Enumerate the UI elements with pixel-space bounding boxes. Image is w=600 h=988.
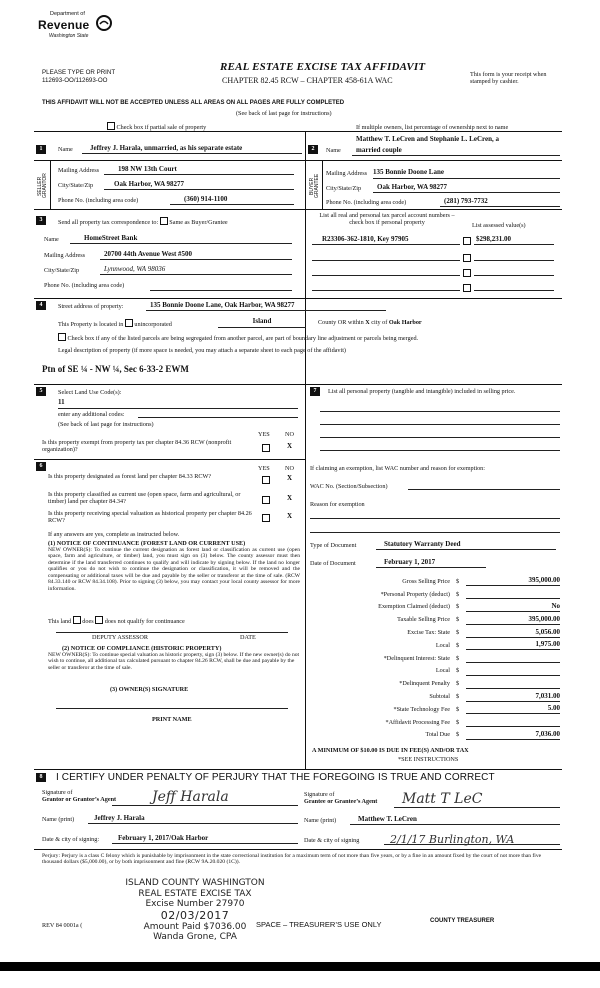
grantee-name-field[interactable]: Matthew T. LeCren (350, 815, 560, 825)
buyer-mail-label: Mailing Address (326, 170, 368, 177)
corr-name-label: Name (44, 236, 59, 243)
rule-center-lower (305, 384, 306, 769)
section-8-number: 8 (36, 773, 46, 782)
tax-row (310, 716, 560, 729)
tax-row-value[interactable]: 7,036.00 (466, 730, 560, 740)
grantor-sig-label-2: Grantor or Grantor’s Agent (42, 796, 117, 803)
corr-mail-label: Mailing Address (44, 252, 86, 259)
seller-city-field[interactable]: Oak Harbor, WA 98277 (104, 180, 294, 190)
seller-phone-field[interactable]: (360) 914-1100 (170, 195, 294, 205)
please-type: PLEASE TYPE OR PRINT (42, 69, 116, 76)
tax-row (310, 601, 560, 614)
assessed-2-field[interactable] (474, 252, 554, 261)
grantor-signature: Jeff Harala (152, 789, 229, 805)
personal-property-line-1[interactable] (320, 405, 560, 412)
additional-codes-label: enter any additional codes: (58, 411, 125, 418)
tax-row-value[interactable] (466, 589, 560, 599)
section-1-number: 1 (36, 145, 46, 154)
forest-no-mark[interactable]: X (287, 474, 293, 482)
notice1-text: NEW OWNER(S): To continue the current designation as forest land or classification as current use (open space, farm and agriculture, or timber) land, you must sign on (3) below. The county assessor must then determine if the land transferred continues to qualify and will indicate by signing below. If the land no longer qualifies or you do not wish to continue the designation or classification, it will be removed and the compensating or additional taxes will be due and payable by the seller or transferor at the time of sale. (RCW 84.33.140 or RCW 84.34.108). Prior to signing (3) below, you may contact your local county assessor for more information. (48, 547, 300, 592)
seller-city-label: City/State/Zip (58, 182, 94, 189)
buyer-name-label: Name (326, 147, 341, 154)
send-correspondence (58, 217, 228, 226)
doc-date-field[interactable]: February 1, 2017 (376, 558, 486, 568)
does-checkbox[interactable] (73, 616, 81, 624)
tax-row-label: Excise Tax: State (407, 629, 450, 637)
send-correspondence-label: Send all property tax correspondence to: (58, 219, 159, 226)
rule-sec6 (34, 459, 305, 460)
does-not-checkbox[interactable] (95, 616, 103, 624)
historic-question: Is this property receiving special valuation as historical property per chapter 84.26 RCW? (48, 510, 252, 525)
rule-top (34, 131, 562, 132)
grantee-signature: Matt T LeC (402, 791, 483, 807)
parcel-4-field[interactable] (312, 282, 460, 291)
parcel-4-checkbox[interactable] (463, 284, 471, 292)
parcel-3-field[interactable] (312, 267, 460, 276)
county-field[interactable]: Island (218, 317, 306, 328)
dollar-sign: $ (456, 693, 460, 700)
form-chapter: CHAPTER 82.45 RCW – CHAPTER 458-61A WAC (222, 76, 393, 85)
dollar-sign: $ (456, 590, 460, 598)
section-4-number: 4 (36, 301, 46, 310)
city-of-label: city of (371, 319, 388, 326)
grantee-date-handwritten: 2/1/17 Burlington, WA (390, 833, 515, 846)
dollar-sign: $ (456, 641, 460, 649)
tax-table (310, 575, 560, 741)
historic-no-mark[interactable]: X (287, 512, 293, 520)
stamp-treasurer: Wanda Grone, CPA (153, 932, 237, 942)
tax-row-value[interactable]: 7,031.00 (466, 692, 560, 702)
legal-description[interactable]: Ptn of SE ¼ - NW ¼, Sec 6-33-2 EWM (42, 364, 189, 374)
assessed-1-field[interactable]: $298,231.00 (474, 235, 554, 245)
dollar-sign: $ (456, 616, 460, 624)
logo-line2: Revenue (38, 18, 90, 32)
s6-no-header: NO (285, 465, 294, 472)
tax-row-label: *Affidavit Processing Fee (385, 718, 450, 726)
tax-row-value[interactable]: 5,056.00 (466, 628, 560, 638)
tax-row-label: Local (435, 641, 450, 649)
located-label: This Property is located in (58, 321, 124, 328)
stamp-amount: Amount Paid $7036.00 (143, 921, 247, 932)
tax-row-label: Exemption Claimed (deduct) (378, 603, 450, 611)
tax-row-value[interactable]: 395,000.00 (466, 615, 560, 625)
street-field[interactable]: 135 Bonnie Doone Lane, Oak Harbor, WA 98277 (146, 301, 386, 311)
same-as-buyer-checkbox[interactable] (160, 217, 168, 225)
grantee-name-label: Name (print) (304, 817, 337, 824)
exempt-yes-checkbox[interactable] (262, 444, 270, 452)
seller-name-field[interactable]: Jeffrey J. Harala, unmarried, as his separate estate (82, 144, 302, 154)
logo-line1: Department of (50, 11, 85, 17)
personal-property-label: List all personal property (tangible and intangible) included in selling price. (328, 388, 516, 395)
county-or-row (318, 319, 422, 326)
s5-yes-header: YES (258, 431, 270, 438)
reason-line-2[interactable] (310, 526, 560, 533)
dollar-sign: $ (456, 680, 460, 688)
dor-logo (36, 11, 116, 51)
parcel-1-field[interactable]: R23306-362-1810, Key 97905 (312, 235, 460, 245)
grantor-date-field[interactable]: February 1, 2017/Oak Harbor (112, 834, 298, 844)
grantor-sig-label-1: Signature of (42, 789, 73, 796)
tax-row-value[interactable]: 5.00 (466, 704, 560, 714)
doc-date-label: Date of Document (310, 560, 356, 567)
buyer-city-label: City/State/Zip (326, 185, 362, 192)
exemption-label: If claiming an exemption, list WAC number and reason for exemption: (310, 465, 485, 472)
tax-row-value[interactable]: No (466, 602, 560, 612)
minimum-due-note: A MINIMUM OF $10.00 IS DUE IN FEE(S) AND/OR TAX (312, 747, 469, 754)
tax-row (310, 703, 560, 716)
tax-row (310, 575, 560, 588)
tax-row (310, 652, 560, 665)
notice2-text: NEW OWNER(S): To continue special valuation as historic property, sign (3) below. If the new owner(s) do not wish to continue, all additional tax calculated pursuant to chapter 84.26 RCW, shall be due and payable by the seller or transferor at the time of sale. (48, 652, 300, 671)
assessed-header: List assessed value(s) (472, 222, 526, 229)
located-row (58, 319, 172, 328)
unincorporated-label: unincorporated (134, 321, 172, 328)
grantee-signature-field[interactable] (394, 790, 560, 808)
dollar-sign: $ (456, 718, 460, 726)
reason-line-1[interactable] (310, 512, 560, 519)
unincorporated-checkbox[interactable] (125, 319, 133, 327)
dollar-sign: $ (456, 654, 460, 662)
dollar-sign: $ (456, 667, 460, 675)
partial-sale-row (107, 122, 206, 131)
s6-yes-header: YES (258, 465, 270, 472)
seller-name-label: Name (58, 146, 73, 153)
receipt-note: This form is your receipt when stamped by cashier. (470, 71, 547, 86)
exempt-question: Is this property exempt from property tax per chapter 84.36 RCW (nonprofit organization)? (42, 439, 232, 454)
reason-label: Reason for exemption (310, 501, 365, 508)
buyer-name-rule (305, 160, 562, 161)
deputy-assessor-label: DEPUTY ASSESSOR (92, 634, 148, 641)
parcel-2-checkbox[interactable] (463, 254, 471, 262)
partial-sale-checkbox[interactable] (107, 122, 115, 130)
tax-row-value[interactable] (466, 679, 560, 689)
personal-property-line-3[interactable] (320, 431, 560, 438)
buyer-phone-label: Phone No. (including area code) (326, 199, 407, 206)
dollar-sign: $ (456, 705, 460, 713)
corr-mail-field[interactable]: 20700 44th Avenue West #500 (100, 250, 292, 260)
buyer-side-label: BUYER GRANTEE (309, 173, 320, 199)
seller-name-rule (34, 160, 305, 161)
forest-yes-checkbox[interactable] (262, 476, 270, 484)
assessed-4-field[interactable] (474, 282, 554, 291)
tax-row-label: *Personal Property (deduct) (380, 590, 450, 598)
tax-row-value[interactable]: 395,000.00 (466, 576, 560, 586)
tax-row (310, 639, 560, 652)
rule-sec3 (34, 209, 562, 210)
dollar-sign: $ (456, 577, 460, 585)
certify-statement: I CERTIFY UNDER PENALTY OF PERJURY THAT THE FOREGOING IS TRUE AND CORRECT (56, 772, 495, 783)
tax-row-value[interactable] (466, 653, 560, 663)
segregated-label: Check box if any of the listed parcels are being segregated from another parcel, are part of boundary line adjustment or parcels being merged. (67, 335, 419, 342)
doc-type-label: Type of Document (310, 542, 357, 549)
tax-row (310, 690, 560, 703)
grantor-signature-field[interactable] (112, 788, 298, 806)
seller-side-rule (50, 160, 51, 209)
notice1-title: (1) NOTICE OF CONTINUANCE (FOREST LAND OR CURRENT USE) (48, 540, 246, 547)
see-instructions-note: *SEE INSTRUCTIONS (398, 756, 459, 763)
logo-line3: Washington State (49, 33, 89, 39)
buyer-mail-field[interactable]: 135 Bonnie Doone Lane (373, 168, 560, 179)
personal-property-line-4[interactable] (320, 444, 560, 451)
dollar-sign: $ (456, 603, 460, 611)
seller-mail-label: Mailing Address (58, 167, 100, 174)
legal-label: Legal description of property (if more space is needed, you may attach a separate sheet to each page of the affidavit) (58, 347, 346, 354)
stamp-excise-number: Excise Number 27970 (145, 899, 245, 909)
this-land-label: This land (48, 618, 72, 625)
grantee-sig-label-2: Grantee or Grantee’s Agent (304, 798, 378, 805)
owner-signature-label: (3) OWNER(S) SIGNATURE (110, 686, 189, 693)
rule-perjury (34, 849, 562, 850)
tax-row-value[interactable] (466, 717, 560, 727)
tax-row (310, 626, 560, 639)
wac-field[interactable] (408, 481, 560, 490)
street-label: Street address of property: (58, 303, 124, 310)
same-as-buyer-label: Same as Buyer/Grantee (169, 219, 228, 226)
excise-stamp (120, 878, 270, 943)
multiple-owners-note: If multiple owners, list percentage of ownership next to name (356, 124, 509, 131)
deputy-date-label: DATE (240, 634, 256, 641)
tax-row-value[interactable]: 1,975.00 (466, 640, 560, 650)
corr-phone-field[interactable] (150, 280, 292, 291)
city-x-mark[interactable]: X (365, 319, 370, 326)
tax-row-value[interactable] (466, 666, 560, 676)
segregated-checkbox[interactable] (58, 333, 66, 341)
stamp-date: 02/03/2017 (160, 908, 230, 922)
does-label: does (82, 618, 94, 625)
corr-name-field[interactable]: HomeStreet Bank (70, 234, 292, 244)
historic-yes-checkbox[interactable] (262, 514, 270, 522)
land-use-code-field[interactable]: 11 (58, 398, 298, 409)
seller-mail-field[interactable]: 198 NW 13th Court (104, 165, 294, 175)
tax-row (310, 677, 560, 690)
grantee-sig-label-1: Signature of (304, 791, 335, 798)
corr-city-field[interactable]: Lynnwood, WA 98036 (100, 265, 292, 275)
current-use-question: Is this property classified as current use (open space, farm and agricultural, or timber) land per chapter 84.34? (48, 491, 241, 506)
doc-type-field[interactable]: Statutory Warranty Deed (376, 540, 556, 550)
tax-row-label: Gross Selling Price (402, 577, 450, 585)
parcel-2-field[interactable] (312, 252, 460, 261)
section-7-number: 7 (310, 387, 320, 396)
tax-row-label: *Delinquent Interest: State (383, 654, 450, 662)
grantor-name-label: Name (print) (42, 816, 75, 823)
logo-mark-icon (96, 15, 112, 31)
form-title: REAL ESTATE EXCISE TAX AFFIDAVIT (220, 61, 426, 73)
grantor-date-label: Date & city of signing: (42, 836, 100, 843)
warning-text: THIS AFFIDAVIT WILL NOT BE ACCEPTED UNLESS ALL AREAS ON ALL PAGES ARE FULLY COMPLETED (42, 100, 345, 106)
assessed-3-field[interactable] (474, 267, 554, 276)
stamp-tax: REAL ESTATE EXCISE TAX (138, 888, 252, 899)
print-name-label: PRINT NAME (152, 716, 192, 723)
seller-phone-label: Phone No. (including area code) (58, 197, 139, 204)
current-use-no-mark[interactable]: X (287, 494, 293, 502)
land-use-label: Select Land Use Code(s): (58, 389, 122, 396)
grantor-name-field[interactable]: Jeffrey J. Harala (88, 814, 298, 824)
grantee-date-label: Date & city of signing (304, 837, 360, 844)
tax-row-label: Taxable Selling Price (397, 616, 450, 624)
buyer-phone-field[interactable]: (281) 793-7732 (440, 197, 560, 207)
tax-row-label: Total Due (425, 731, 450, 739)
tax-row (310, 588, 560, 601)
rule-sec5 (34, 384, 562, 385)
bottom-scan-bar (0, 962, 600, 971)
rev-code: REV 84 0001a ( (42, 922, 83, 929)
see-back-header: (See back of last page for instructions) (236, 110, 332, 117)
dollar-sign: $ (456, 731, 460, 739)
section-2-number: 2 (308, 145, 318, 154)
seller-side-label: SELLER GRANTOR (37, 173, 48, 199)
tax-row-label: Local (435, 667, 450, 675)
see-back-land-use: (See back of last page for instructions) (58, 421, 154, 428)
deputy-signature-line[interactable] (56, 624, 288, 633)
tax-row-label: *Delinquent Penalty (399, 680, 450, 688)
notice2-title: (2) NOTICE OF COMPLIANCE (HISTORIC PROPERTY) (62, 645, 222, 652)
wac-label: WAC No. (Section/Subsection) (310, 483, 388, 490)
additional-codes-field[interactable] (138, 409, 298, 418)
tax-row (310, 665, 560, 678)
parcel-1-checkbox[interactable] (463, 237, 471, 245)
form-code: 112693-OO/112693-OO (42, 77, 108, 84)
tax-row (310, 613, 560, 626)
buyer-name-line2[interactable]: married couple (352, 146, 560, 156)
grantee-date-field[interactable] (384, 830, 560, 845)
parcel-3-checkbox[interactable] (463, 269, 471, 277)
tax-row-label: *State Technology Fee (393, 705, 450, 713)
section-6-number: 6 (36, 462, 46, 471)
rule-sec4 (34, 298, 562, 299)
corr-phone-label: Phone No. (including area code) (44, 282, 125, 289)
perjury-statement: Perjury: Perjury is a class C felony which is punishable by imprisonment in the state correctional institution for a maximum term of not more than five years, or by a fine in an amount fixed by the court of not more than five thousand dollars ($5,000.00), or by both imprisonment and fine (RCW 9A.20.020 (1C)). (42, 853, 542, 866)
exempt-no-mark[interactable]: X (287, 442, 293, 450)
buyer-name-line1[interactable]: Matthew T. LeCren and Stephanie L. LeCren, a (356, 135, 499, 143)
dollar-sign: $ (456, 629, 460, 637)
if-yes-note: If any answers are yes, complete as instructed below. (48, 531, 180, 538)
buyer-city-field[interactable]: Oak Harbor, WA 98277 (373, 183, 560, 193)
parcel-header: List all real and personal tax parcel account numbers – check box if personal property (319, 212, 455, 227)
stamp-county: ISLAND COUNTY WASHINGTON (125, 878, 265, 888)
owner-signature-line[interactable] (56, 696, 288, 709)
section-3-number: 3 (36, 216, 46, 225)
forest-question: Is this property designated as forest land per chapter 84.33 RCW? (48, 473, 212, 480)
s5-no-header: NO (285, 431, 294, 438)
does-not-label: does not qualify for continuance (104, 618, 185, 625)
city-name-field[interactable]: Oak Harbor (388, 319, 422, 326)
segregated-row (58, 333, 418, 342)
personal-property-line-2[interactable] (320, 418, 560, 425)
tax-row-label: Subtotal (429, 693, 450, 700)
treasurer-space: SPACE – TREASURER’S USE ONLY (256, 920, 382, 929)
buyer-side-rule (322, 160, 323, 209)
current-use-yes-checkbox[interactable] (262, 496, 270, 504)
tax-row (310, 729, 560, 742)
corr-city-label: City/State/Zip (44, 267, 80, 274)
county-treasurer: COUNTY TREASURER (430, 918, 495, 924)
section-5-number: 5 (36, 387, 46, 396)
partial-sale-label: Check box if partial sale of property (116, 124, 207, 131)
county-or-label: County OR within (318, 319, 364, 326)
rule-sec8 (34, 769, 562, 770)
